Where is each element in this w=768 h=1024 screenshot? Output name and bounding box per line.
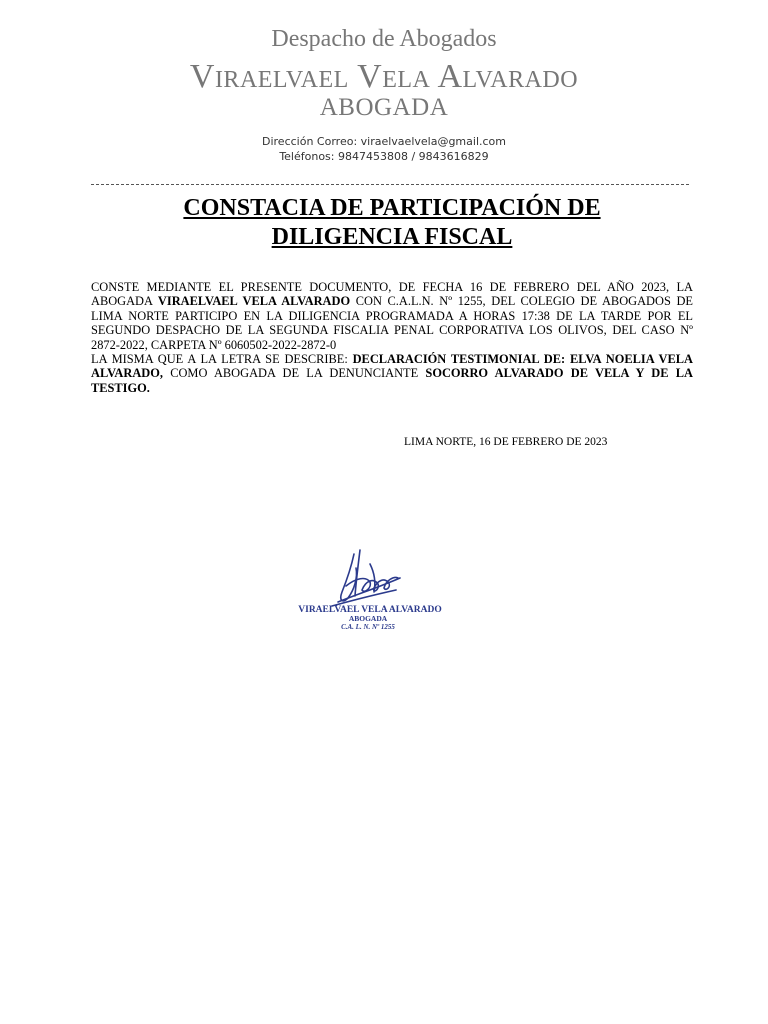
letterhead-role: ABOGADA bbox=[319, 94, 449, 121]
letterhead-email: Dirección Correo: viraelvaelvela@gmail.com bbox=[262, 135, 506, 148]
signature-scribble bbox=[332, 550, 400, 606]
letterhead-name: Viraelvael Vela Alvarado bbox=[189, 58, 579, 95]
letterhead-firm: Despacho de Abogados bbox=[271, 26, 497, 52]
signature-stamp-registration: C.A. L. N. Nº 1255 bbox=[341, 623, 395, 631]
body-p2-text-a: LA MISMA QUE A LA LETRA SE DESCRIBE: bbox=[91, 352, 353, 367]
document-title bbox=[100, 194, 684, 252]
letterhead-phones: Teléfonos: 9847453808 / 9843616829 bbox=[279, 150, 489, 163]
document-title-line-2: DILIGENCIA FISCAL bbox=[271, 224, 513, 250]
body-p1-text-b: CON C.A.L.N. Nº 1255, DEL COLEGIO DE ABOGADOS DE LIMA NORTE PARTICIPO EN LA DILIGENCIA PROGRAMADA A HORAS 17:38 DE LA TARDE POR EL SEGUNDO DESPACHO DE LA SEGUNDA FISCALIA PENAL CORPORATIVA LOS OLIVOS, DEL CASO Nº 2872-2022, CARPETA Nº 6060502-2022-2872-0 bbox=[91, 294, 693, 352]
header-separator bbox=[91, 184, 689, 185]
signature-stamp-role: ABOGADA bbox=[348, 614, 388, 623]
body-p2-text-b: COMO ABOGADA DE LA DENUNCIANTE bbox=[162, 366, 426, 381]
body-p2-complainant: SOCORRO ALVARADO DE VELA Y DE LA TESTIGO. bbox=[91, 366, 693, 395]
body-paragraph-2 bbox=[91, 352, 693, 395]
body-paragraph-1 bbox=[91, 280, 693, 352]
document-body bbox=[91, 280, 693, 395]
document-title-line-1: CONSTACIA DE PARTICIPACIÓN DE bbox=[183, 195, 601, 221]
body-p1-text-a: CONSTE MEDIANTE EL PRESENTE DOCUMENTO, DE FECHA 16 DE FEBRERO DEL AÑO 2023, LA ABOGADA bbox=[91, 280, 693, 309]
signature-image bbox=[258, 520, 480, 658]
signature-stamp-name: VIRAELVAEL VELA ALVARADO bbox=[298, 605, 442, 615]
signature-stamp bbox=[258, 520, 480, 658]
body-p2-declaration: DECLARACIÓN TESTIMONIAL DE: ELVA NOELIA VELA ALVARADO, bbox=[91, 352, 693, 381]
place-date: LIMA NORTE, 16 DE FEBRERO DE 2023 bbox=[404, 436, 608, 448]
body-p1-lawyer-name: VIRAELVAEL VELA ALVARADO bbox=[157, 294, 351, 309]
